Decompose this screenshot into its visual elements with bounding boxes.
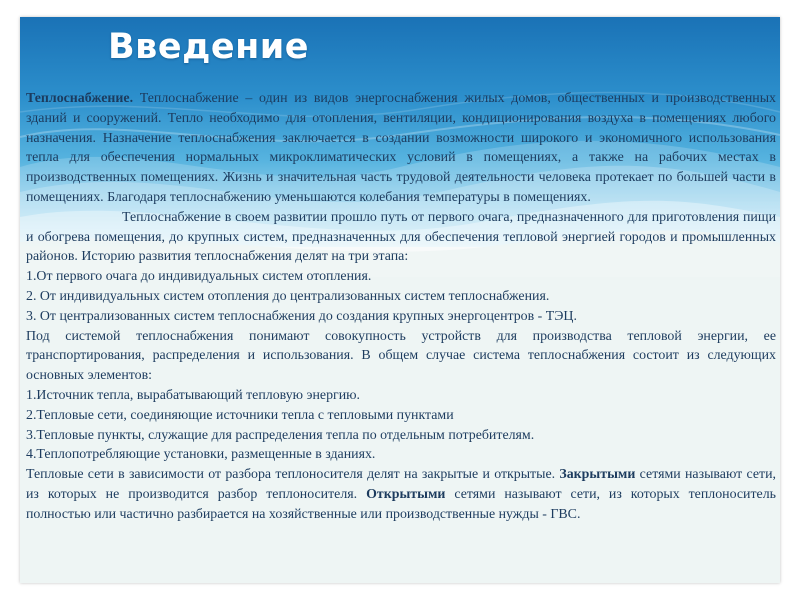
intro-paragraph <box>26 89 776 208</box>
history-paragraph: Теплоснабжение в своем развитии прошло путь от первого очага, предназначенного для приготовления пищи и обогрева помещения, до крупных систем, предназначенных для обеспечения тепловой энергией городов и промышленных районов. Историю развития теплоснабжения делят на три этапа: <box>26 209 776 265</box>
closed-networks-term: Закрытыми <box>559 467 636 483</box>
networks-text-2: сетями называют сети, из которых не производится разбор теплоносителя. <box>26 467 776 502</box>
system-element-item: 1.Источник тепла, вырабатывающий тепловую энергию. <box>26 387 361 403</box>
history-stage-item: 1.От первого очага до индивидуальных систем отопления. <box>26 269 372 285</box>
history-stage-item: 2. От индивидуальных систем отопления до централизованных систем теплоснабжения. <box>26 288 550 304</box>
slide-body <box>26 89 776 525</box>
networks-paragraph <box>26 465 776 524</box>
history-stage-item: 3. От централизованных систем теплоснабжения до создания крупных энергоцентров - ТЭЦ. <box>26 308 577 324</box>
intro-term: Теплоснабжение. <box>26 91 134 106</box>
system-paragraph: Под системой теплоснабжения понимают совокупность устройств для производства тепловой энергии, ее транспортирования, распределения и использования. В общем случае система теплоснабжения состоит из следующих основных элементов: <box>26 328 776 384</box>
system-element-item: 2.Тепловые сети, соединяющие источники тепла с тепловыми пунктами <box>26 407 454 423</box>
slide <box>20 17 780 583</box>
networks-text-3: сетями называют сети, из которых теплоноситель полностью или частично разбирается на хозяйственные или производственные нужды - ГВС. <box>26 486 776 522</box>
system-element-item: 3.Тепловые пункты, служащие для распределения тепла по отдельным потребителям. <box>26 427 535 443</box>
intro-text: Теплоснабжение – один из видов энергоснабжения жилых домов, общественных и производственных зданий и сооружений. Тепло необходимо для отопления, вентиляции, кондиционирования воздуха в помещениях любого назначения. Назначение теплоснабжения заключается в создании возможности широкого и экономичного использования тепла для обеспечения нормальных микроклиматических условий в помещениях, а также на рабочих местах в производственных помещениях. Жизнь и значительная часть трудовой деятельности человека протекает по большей части в помещениях. Благодаря теплоснабжению уменьшаются колебания температуры в помещениях. <box>26 91 776 205</box>
system-element-item: 4.Теплопотребляющие установки, размещенные в зданиях. <box>26 447 376 463</box>
open-networks-term: Открытыми <box>366 486 446 502</box>
slide-title: Введение <box>108 27 310 67</box>
networks-text-1: Тепловые сети в зависимости от разбора теплоносителя делят на закрытые и открытые. <box>26 467 560 483</box>
